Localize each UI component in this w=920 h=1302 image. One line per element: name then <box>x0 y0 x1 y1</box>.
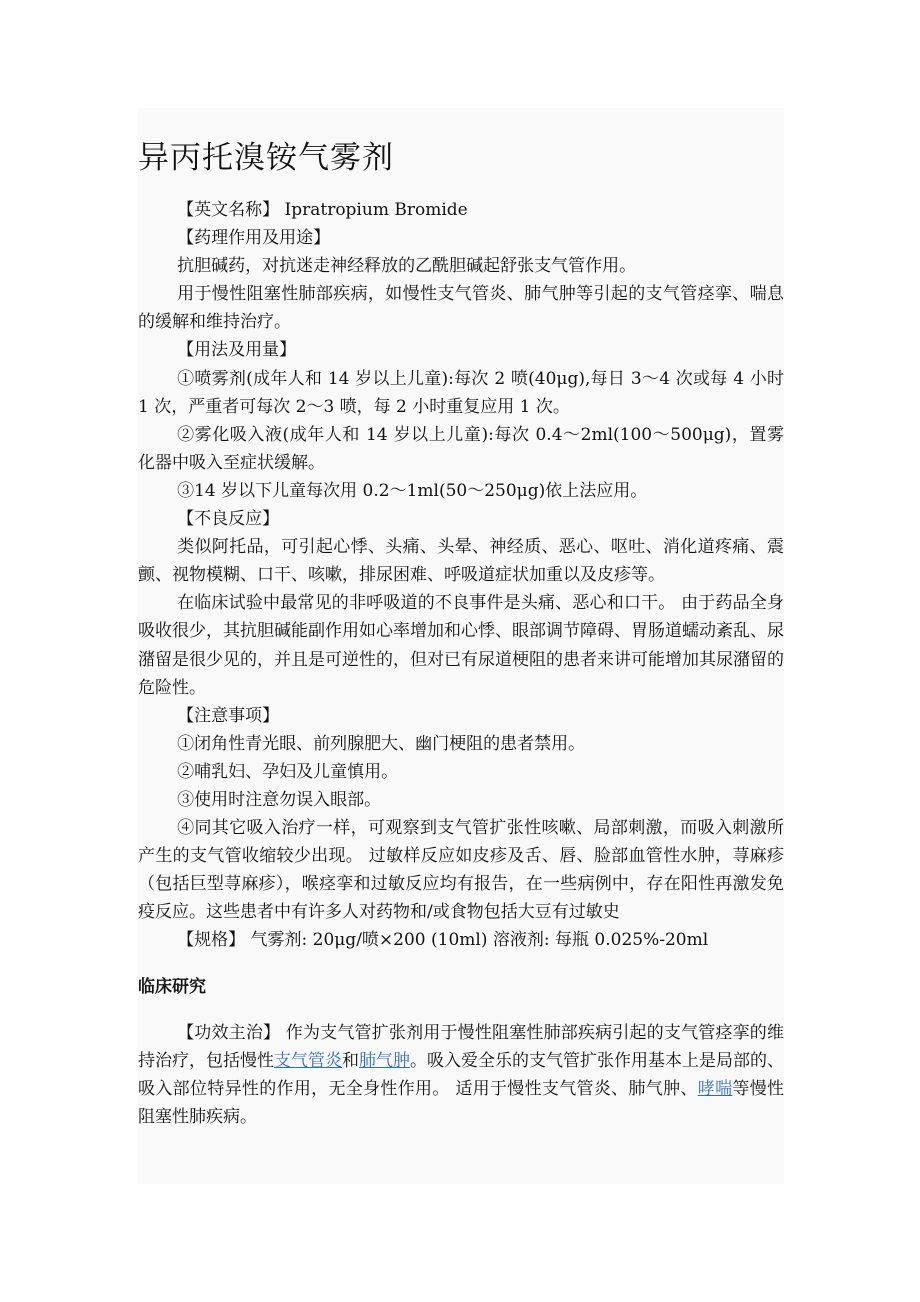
efficacy-paragraph <box>138 1019 784 1131</box>
dosage-spray: ①喷雾剂(成年人和 14 岁以上儿童):每次 2 喷(40μg),每日 3～4 次或每 4 小时 1 次，严重者可每次 2～3 喷，每 2 小时重复应用 1 次。 <box>138 368 784 417</box>
dosage-children: ③14 岁以下儿童每次用 0.2～1ml(50～250μg)依上法应用。 <box>177 480 648 501</box>
dosage-heading: 【用法及用量】 <box>177 340 297 361</box>
adverse-heading: 【不良反应】 <box>177 509 280 530</box>
clinical-trial-text: 在临床试验中最常见的非呼吸道的不良事件是头痛、恶心和口干。 由于药品全身吸收很少，其抗胆碱能副作用如心率增加和心悸、眼部调节障碍、胃肠道蠕动紊乱、尿潴留是很少见的，并且是可逆性的，但对已有尿道梗阻的患者来讲可能增加其尿潴留的危险性。 <box>138 593 784 698</box>
precaution-2: ②哺乳妇、孕妇及儿童慎用。 <box>177 761 399 782</box>
dosage-nebulizer: ②雾化吸入液(成年人和 14 岁以上儿童):每次 0.4～2ml(100～500μg)，置雾化器中吸入至症状缓解。 <box>138 424 784 473</box>
document-title: 异丙托溴铵气雾剂 <box>138 139 394 176</box>
efficacy-text-4: 等慢性阻塞性肺疾病。 <box>138 1078 785 1127</box>
precaution-4: ④同其它吸入治疗一样，可观察到支气管扩张性咳嗽、局部刺激，而吸入刺激所产生的支气管收缩较少出现。 过敏样反应如皮疹及舌、唇、脸部血管性水肿，荨麻疹（包括巨型荨麻疹），喉痉挛和过敏反应均有报告，在一些病例中，存在阳性再激发免疫反应。这些患者中有许多人对药物和/或食物包括大豆有过敏史 <box>138 818 784 923</box>
precaution-1: ①闭角性青光眼、前列腺肥大、幽门梗阻的患者禁用。 <box>177 733 586 754</box>
specification-text: 【规格】 气雾剂: 20μg/喷×200 (10ml) 溶液剂: 每瓶 0.025%-20ml <box>177 930 709 951</box>
efficacy-text-3: 。吸入爱全乐的支气管扩张作用基本上是局部的、吸入部位特异性的作用，无全身性作用。 适用于慢性支气管炎、肺气肿、 <box>138 1050 784 1099</box>
asthma-link[interactable]: 哮喘 <box>697 1078 733 1099</box>
adverse-text: 类似阿托品，可引起心悸、头痛、头晕、神经质、恶心、呕吐、消化道疼痛、震颤、视物模糊、口干、咳嗽，排尿困难、呼吸道症状加重以及皮疹等。 <box>138 537 784 586</box>
pharmacology-heading: 【药理作用及用途】 <box>177 228 331 249</box>
precautions-heading: 【注意事项】 <box>177 705 280 726</box>
indication-text: 用于慢性阻塞性肺部疾病，如慢性支气管炎、肺气肿等引起的支气管痉挛、喘息的缓解和维持治疗。 <box>138 284 784 333</box>
emphysema-link[interactable]: 肺气肿 <box>359 1050 410 1071</box>
efficacy-text-2: 和 <box>342 1050 359 1071</box>
efficacy-text-1: 【功效主治】 作为支气管扩张剂用于慢性阻塞性肺部疾病引起的支气管痉挛的维持治疗，包括慢性 <box>138 1022 784 1071</box>
english-name: 【英文名称】 Ipratropium Bromide <box>177 200 468 220</box>
precaution-3: ③使用时注意勿误入眼部。 <box>177 789 382 810</box>
document-body <box>138 196 784 1131</box>
document-page <box>138 108 784 1184</box>
clinical-research-heading: 临床研究 <box>138 976 206 997</box>
bronchitis-link[interactable]: 支气管炎 <box>274 1050 342 1071</box>
pharmacology-text: 抗胆碱药，对抗迷走神经释放的乙酰胆碱起舒张支气管作用。 <box>177 256 637 277</box>
